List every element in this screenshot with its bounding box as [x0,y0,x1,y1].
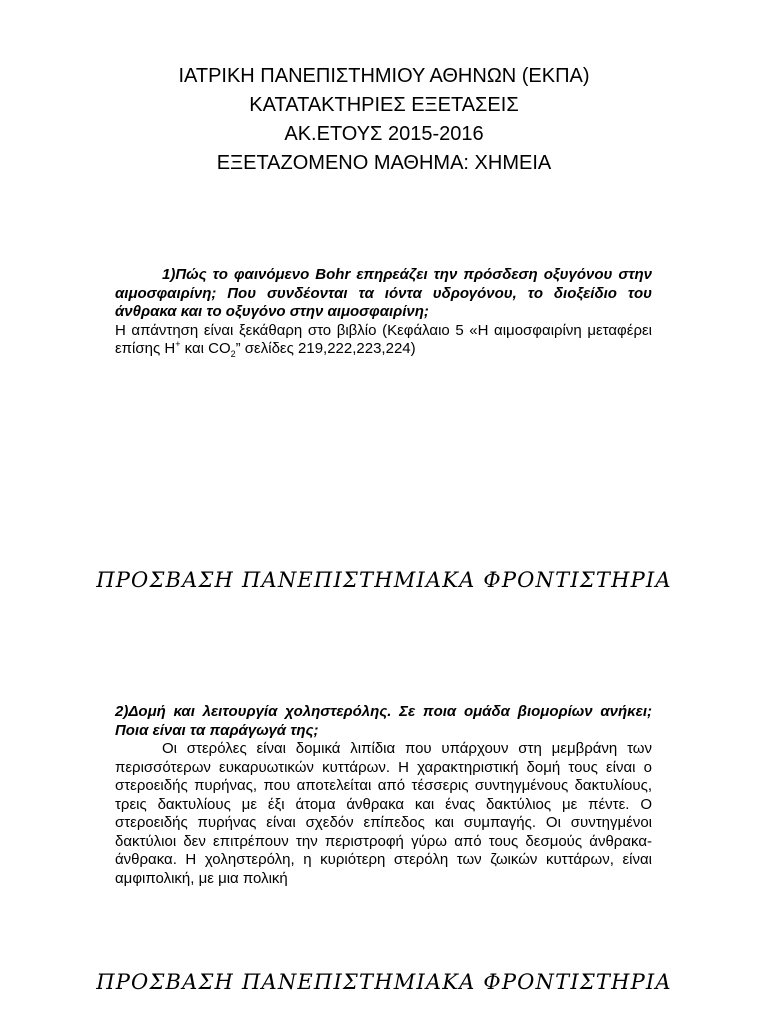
header-exam-type: ΚΑΤΑΤΑΚΤΗΡΙΕΣ ΕΞΕΤΑΣΕΙΣ [249,94,519,116]
question-1-answer: Η απάντηση είναι ξεκάθαρη στο βιβλίο (Κεφάλαιο 5 «Η αιμοσφαιρίνη μεταφέρει επίσης Η+ και $CO_2$” σελίδες 219,222,223,224) [115,321,652,359]
question-2-text: 2)Δομή και λειτουργία χοληστερόλης. Σε ποια ομάδα βιομορίων ανήκει; Ποια είναι τα παράγωγά της; [115,703,652,739]
question-1-block [115,266,652,359]
header-subject: ΕΞΕΤΑΖΟΜΕΝΟ ΜΑΘΗΜΑ: ΧΗΜΕΙΑ [216,152,552,174]
question-2-answer: Οι στερόλες είναι δομικά λιπίδια που υπάρχουν στη μεμβράνη των περισσότερων ευκαρυωτικών κυττάρων. Η χαρακτηριστική δομή τους είναι ο στεροειδής πυρήνας, που αποτελείται από τέσσερις συντηγμένους δακτυλίους, τρεις δακτυλίους με έξι άτομα άνθρακα και ένας δακτύλιος με πέντε. Ο στεροειδής πυρήνας είναι σχεδόν επίπεδος και συμπαγής. Οι συντηγμένοι δακτύλιοι δεν επιτρέπουν την περιστροφή γύρω από τους δεσμούς άνθρακα-άνθρακα. Η χοληστερόλη, η κυριότερη στερόλη των ζωικών κυττάρων, είναι αμφιπολική, με μια πολική [115,740,652,887]
watermark-top: ΠΡΟΣΒΑΣΗ ΠΑΝΕΠΙΣΤΗΜΙΑΚΑ ΦΡΟΝΤΙΣΤΗΡΙΑ [96,568,672,592]
watermark-bottom: ΠΡΟΣΒΑΣΗ ΠΑΝΕΠΙΣΤΗΜΙΑΚΑ ΦΡΟΝΤΙΣΤΗΡΙΑ [96,970,672,994]
question-1-text: 1)Πώς το φαινόμενο Bohr επηρεάζει την πρόσδεση οξυγόνου στην αιμοσφαιρίνη; Που συνδέονται τα ιόντα υδρογόνου, το διοξείδιο του άνθρακα και το οξυγόνο στην αιμοσφαιρίνη; [115,266,652,320]
question-2-block [115,703,652,888]
document-header [0,62,768,178]
header-academic-year: ΑΚ.ΕΤΟΥΣ 2015-2016 [284,123,484,145]
header-university: ΙΑΤΡΙΚΗ ΠΑΝΕΠΙΣΤΗΜΙΟΥ ΑΘΗΝΩΝ (ΕΚΠΑ) [178,65,590,87]
